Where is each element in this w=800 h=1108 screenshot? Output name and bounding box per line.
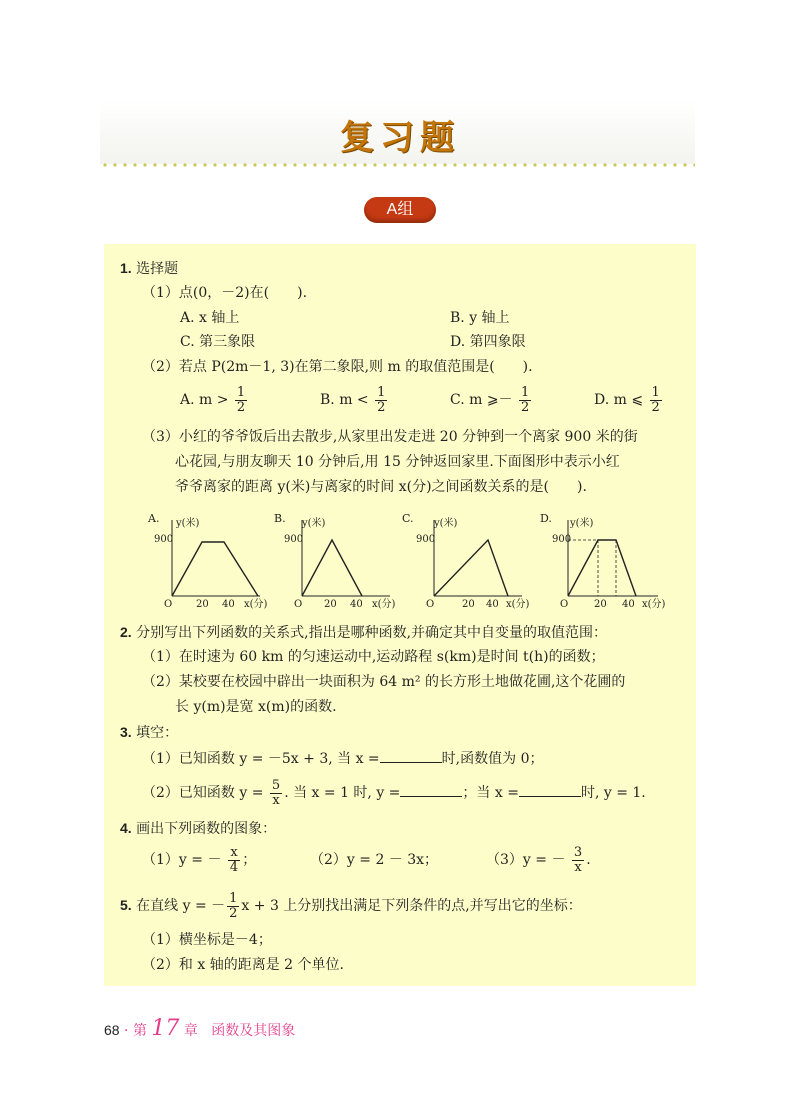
- fraction: $\frac{1}{2}$: [236, 384, 246, 415]
- graph-x-tick-1: 20: [196, 599, 209, 610]
- q3-p2: （2）已知函数 y = $\frac{5}{x}$ . 当 x = 1 时, y = ；当 x = 时, y = 1.: [142, 777, 646, 808]
- graph-x-tick-1: 20: [324, 599, 337, 610]
- graph-x-tick-1: 20: [462, 599, 475, 610]
- q5-p2: （2）和 x 轴的距离是 2 个单位.: [142, 957, 344, 973]
- chapter-prefix: 第: [132, 1023, 147, 1039]
- answer-blank[interactable]: [519, 782, 581, 797]
- graph-a: [147, 512, 268, 610]
- graph-y-tick: 900: [416, 534, 436, 545]
- answer-blank[interactable]: [400, 782, 462, 797]
- graph-y-tick: 900: [552, 534, 572, 545]
- q1-p2-stem: （2）若点 P(2m－1, 3)在第二象限,则 m 的取值范围是( ).: [142, 359, 533, 375]
- q5-heading: 5. 在直线 y = － $\frac{1}{2}$ x + 3 上分别找出满足下列条件的点,并写出它的坐标：: [120, 890, 582, 921]
- graph-x-tick-1: 20: [594, 599, 607, 610]
- graph-ylabel: y(米): [434, 518, 458, 529]
- graph-x-tick-2: 40: [350, 599, 363, 610]
- graph-y-tick: 900: [154, 534, 174, 545]
- q4-p2: （2）y = 2 － 3x；: [310, 852, 439, 868]
- q1-heading: 1. 选择题: [120, 260, 179, 277]
- chapter-title: 函数及其图象: [211, 1023, 296, 1039]
- graph-curve: [568, 540, 636, 596]
- q1-p1-option-a: A. x 轴上: [180, 310, 240, 326]
- q1-p3-line3: 爷爷离家的距离 y(米)与离家的时间 x(分)之间函数关系的是( ).: [175, 479, 587, 495]
- fraction: $\frac{1}{2}$: [229, 890, 238, 921]
- dotted-divider: [100, 163, 695, 167]
- graph-ylabel: y(米): [176, 518, 200, 529]
- graph-curve: [172, 542, 258, 596]
- q4-p3: （3）y = － $\frac{3}{x}$ .: [486, 844, 591, 875]
- graph-c: [402, 512, 530, 610]
- q1-p1-stem: （1）点(0，－2)在( ).: [142, 285, 308, 301]
- graph-ylabel: y(米): [302, 518, 326, 529]
- q1-p1-option-b: B. y 轴上: [450, 310, 510, 326]
- page-title: 复习题: [340, 118, 460, 158]
- q1-p1-option-d: D. 第四象限: [450, 334, 526, 350]
- graph-x-tick-2: 40: [486, 599, 499, 610]
- fraction: $\frac{3}{x}$: [573, 844, 583, 875]
- graph-origin: O: [560, 599, 569, 610]
- graph-x-tick-2: 40: [222, 599, 235, 610]
- fraction: $\frac{1}{2}$: [377, 384, 386, 415]
- graph-xlabel: x(分): [506, 599, 530, 610]
- q5-p1: （1）横坐标是－4；: [142, 932, 272, 948]
- graph-b: [274, 512, 396, 610]
- chapter-suffix: 章: [183, 1023, 198, 1039]
- graph-label: D.: [540, 512, 552, 525]
- q3-heading: 3. 填空：: [120, 724, 179, 741]
- graph-label: B.: [274, 512, 286, 525]
- q2-heading: 2. 分别写出下列函数的关系式,指出是哪种函数,并确定其中自变量的取值范围：: [120, 624, 608, 641]
- answer-blank[interactable]: [380, 748, 442, 763]
- graph-ylabel: y(米): [570, 518, 594, 529]
- q1-p2-option-d: D. m ⩽ $\frac{1}{2}$: [594, 384, 660, 415]
- graph-x-tick-2: 40: [622, 599, 635, 610]
- graph-curve: [302, 540, 362, 596]
- q1-p3-line2: 心花园,与朋友聊天 10 分钟后,用 15 分钟返回家里.下面图形中表示小红: [175, 454, 620, 470]
- graph-y-tick: 900: [284, 534, 304, 545]
- graph-d: [540, 512, 666, 610]
- q3-p1: （1）已知函数 y = －5x + 3, 当 x = 时,函数值为 0；: [142, 748, 543, 769]
- page-number: 68: [104, 1022, 120, 1038]
- graph-xlabel: x(分): [372, 599, 396, 610]
- graph-curve: [434, 540, 508, 596]
- q4-p1: （1）y = － $\frac{x}{4}$ ；: [142, 844, 257, 875]
- graph-origin: O: [164, 599, 173, 610]
- fraction: $\frac{x}{4}$: [229, 844, 239, 875]
- graph-xlabel: x(分): [642, 599, 666, 610]
- graphs-row: [140, 510, 666, 610]
- q1-p2-option-b: B. m < $\frac{1}{2}$: [320, 384, 386, 415]
- q1-p3-line1: （3）小红的爷爷饭后出去散步,从家里出发走进 20 分钟到一个离家 900 米的街: [142, 429, 638, 445]
- q2-p2-line2: 长 y(m)是宽 x(m)的函数.: [175, 699, 337, 715]
- graph-label: A.: [148, 512, 160, 525]
- fraction: $\frac{1}{2}$: [521, 384, 530, 415]
- fraction: $\frac{1}{2}$: [651, 384, 660, 415]
- graph-label: C.: [402, 512, 414, 525]
- q2-p1: （1）在时速为 60 km 的匀速运动中,运动路程 s(km)是时间 t(h)的函数；: [142, 649, 605, 665]
- group-badge: A组: [364, 197, 436, 223]
- page-footer: 68 · 第 17 章 函数及其图象: [104, 1016, 296, 1041]
- graph-origin: O: [426, 599, 435, 610]
- q1-p2-option-a: A. m > $\frac{1}{2}$: [180, 384, 246, 415]
- q1-p1-option-c: C. 第三象限: [180, 334, 256, 350]
- graph-origin: O: [294, 599, 303, 610]
- fraction: $\frac{5}{x}$: [271, 777, 281, 808]
- q2-p2-line1: （2）某校要在校园中辟出一块面积为 64 m² 的长方形土地做花圃,这个花圃的: [142, 674, 626, 690]
- q4-heading: 4. 画出下列函数的图象：: [120, 820, 277, 837]
- chapter-number: 17: [151, 1016, 180, 1041]
- q1-p2-option-c: C. m ⩾－ $\frac{1}{2}$: [450, 384, 530, 415]
- graph-xlabel: x(分): [244, 599, 268, 610]
